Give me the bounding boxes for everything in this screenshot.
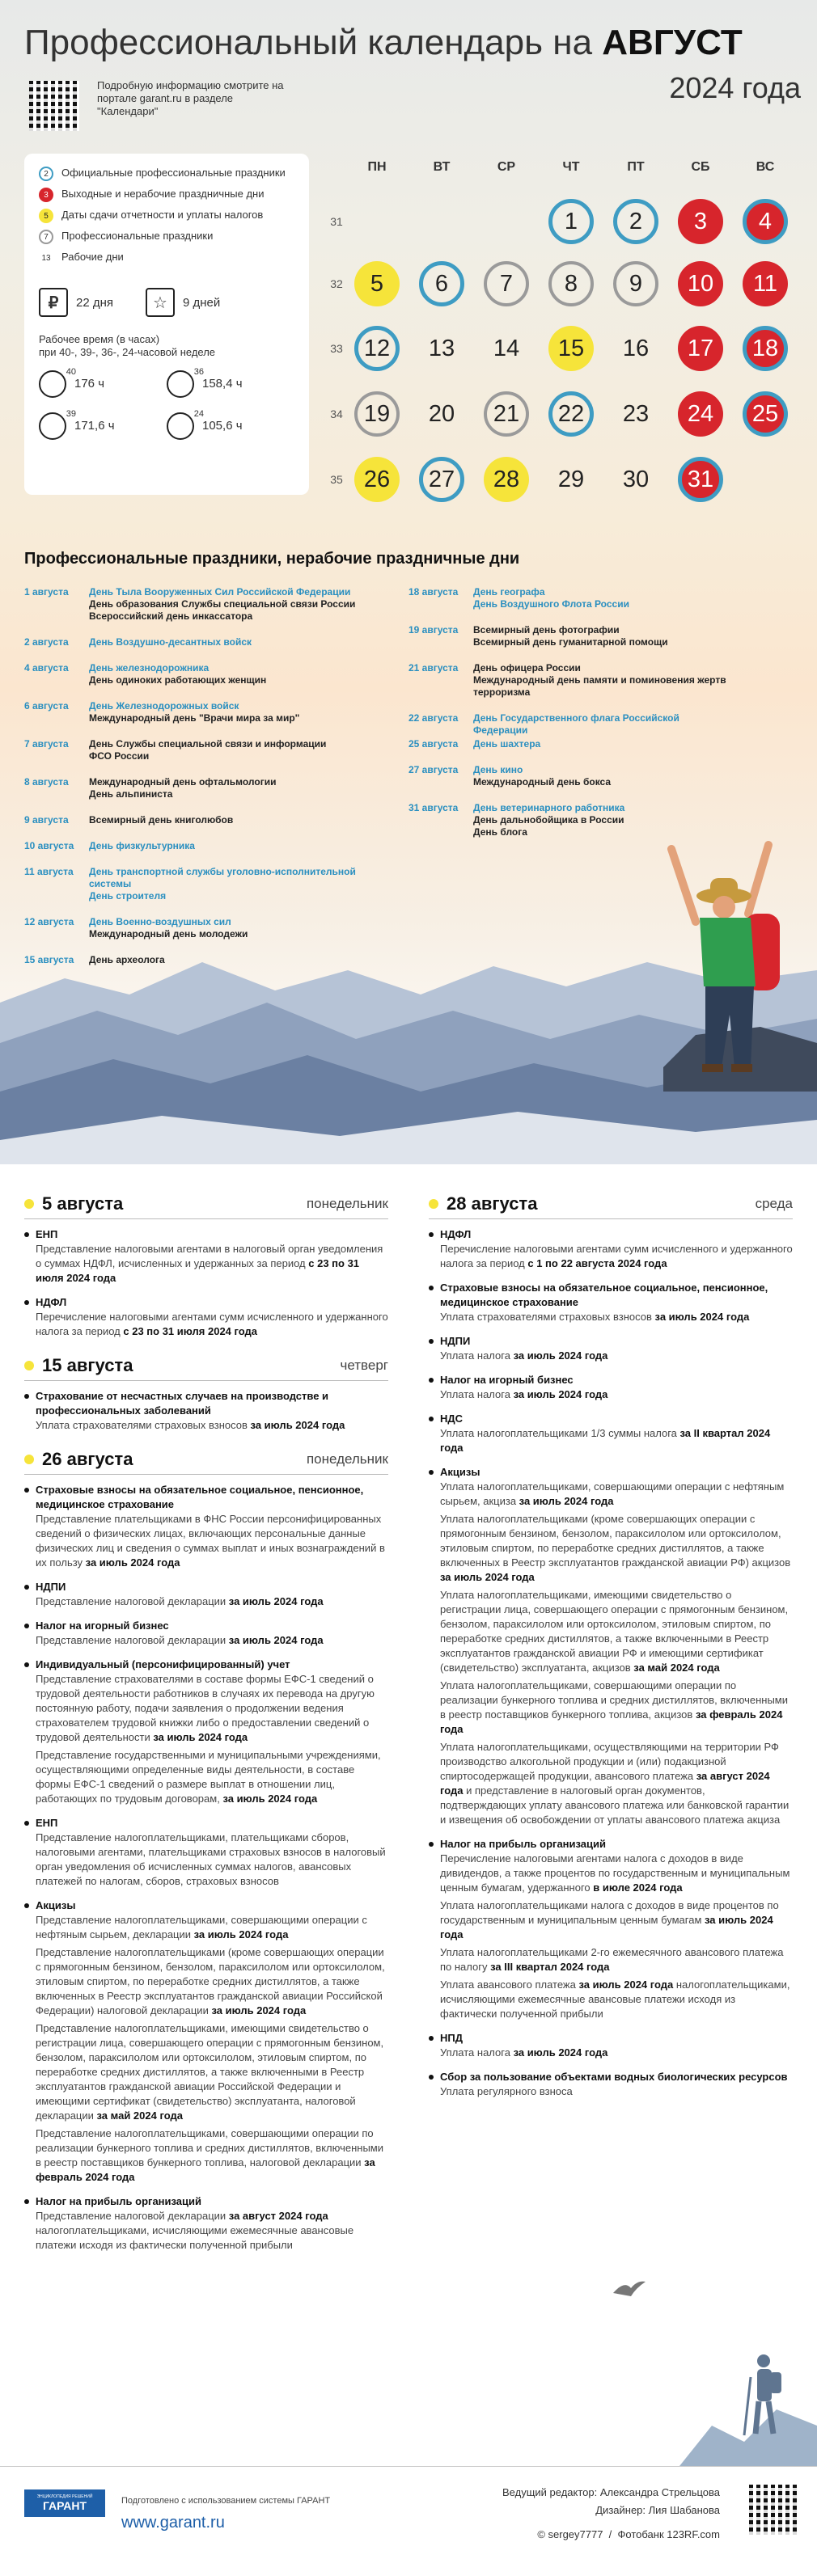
deadline-date: 26 августа: [42, 1448, 133, 1469]
deadline-weekday: понедельник: [306, 1451, 388, 1467]
holiday-name: День блога: [473, 826, 527, 838]
holiday-entry: [24, 662, 364, 686]
deadline-tax-name: Страховые взносы на обязательное социальное, пенсионное, медицинское страхование: [429, 1281, 793, 1310]
deadline-tax-name: Индивидуальный (персонифицированный) учет: [24, 1658, 388, 1672]
calendar-day[interactable]: 24: [678, 391, 723, 437]
date-dot-icon: [24, 1455, 34, 1464]
footer: [0, 2466, 817, 2576]
hours-value: 176 ч: [74, 377, 105, 391]
holiday-entry: [24, 814, 364, 826]
calendar-day[interactable]: 11: [743, 261, 788, 306]
legend-label: Даты сдачи отчетности и уплаты налогов: [61, 209, 264, 221]
footer-note: Подготовлено с использованием системы ГАРАНТ: [121, 2496, 331, 2506]
hours-item: [167, 409, 294, 440]
holiday-entry: [24, 866, 364, 902]
deadline-weekday: понедельник: [306, 1195, 388, 1211]
hours-grid: [39, 367, 294, 440]
deadline-tax-name: НДПИ: [24, 1580, 388, 1594]
legend-panel: [24, 154, 309, 495]
calendar-day[interactable]: 29: [557, 466, 585, 492]
holiday-date: 11 августа: [24, 866, 74, 877]
clock-icon: [167, 367, 204, 398]
deadline-description: Уплата страхователями страховых взносов за июль 2024 года: [36, 1419, 345, 1431]
holiday-name: ФСО России: [89, 750, 150, 762]
holiday-name: День Службы специальной связи и информации: [89, 738, 327, 750]
holiday-name: День физкультурника: [89, 840, 195, 851]
holiday-name: Всемирный день книголюбов: [89, 814, 234, 826]
clock-icon: [39, 367, 76, 398]
deadline-tax-name: ЕНП: [24, 1816, 388, 1831]
deadline-tax-name: Акцизы: [24, 1898, 388, 1913]
deadline-description: Представление налогоплательщиками, совершающими операции с нефтяным сырьем, декларации за июль 2024 года: [36, 1914, 367, 1940]
deadline-tax-name: НПД: [429, 2031, 793, 2046]
legend-marker: 7: [39, 230, 53, 244]
off-days: 9 дней: [183, 295, 221, 310]
weekday-3: ЧТ: [562, 160, 580, 174]
photo-credit: © sergey7777 / Фотобанк 123RF.com: [537, 2528, 720, 2540]
calendar-day[interactable]: 16: [622, 335, 650, 361]
holiday-entry: [408, 738, 732, 750]
holiday-name: День географа: [473, 586, 545, 598]
holiday-name: День Железнодорожных войск: [89, 700, 239, 712]
deadline-description: Представление налоговой декларации за август 2024 года налогоплательщиками, исчисляющими ежемесячные авансовые платежи исходя из фактически полученной прибыли: [36, 2210, 354, 2251]
week-number: 31: [330, 215, 343, 228]
holiday-text: [473, 738, 732, 750]
year-title: 2024 года: [669, 71, 801, 104]
deadline-tax-name: Налог на прибыль организаций: [24, 2194, 388, 2209]
deadline-tax-name: Налог на прибыль организаций: [429, 1837, 793, 1852]
calendar-day[interactable]: 10: [678, 261, 723, 306]
holiday-date: 22 августа: [408, 712, 459, 724]
holiday-date: 4 августа: [24, 662, 69, 674]
deadline-tax-name: Сбор за пользование объектами водных биологических ресурсов: [429, 2070, 793, 2084]
holiday-name: День альпиниста: [89, 788, 173, 800]
deadline-description: Представление налогоплательщиками (кроме совершающих операции с прямогонным бензином, бензолом, параксилолом или ортоксилолом, этиловым спиртом, по переработке средних дистиллятов, а также включенных в Реестр эксплуатантов гражданской авиации Российской Федерации) налоговой декларации за июль 2024 года: [36, 1946, 385, 2016]
hours-value: 105,6 ч: [202, 419, 243, 433]
weekday-6: ВС: [756, 160, 775, 174]
deadline-tax-name: Налог на игорный бизнес: [24, 1619, 388, 1633]
calendar-day[interactable]: 4: [743, 199, 788, 244]
deadline-description: Представление налогоплательщиками, плательщиками сборов, налоговыми агентами, плательщиками страховых взносов в налоговый орган уведомления об исчисленных суммах налогов, авансовых платежей по налогам, сборов, страховых взносов: [36, 1831, 386, 1887]
hours-subtitle: при 40-, 39-, 36-, 24-часовой неделе: [39, 346, 216, 358]
holiday-name: Международный день молодежи: [89, 928, 248, 940]
clock-icon: [167, 409, 204, 440]
deadline-description: Уплата налогоплательщиками, осуществляющими на территории РФ производство алкогольной продукции и (или) подакцизной спиртосодержащей продукции, авансового платежа за август 2024 года и представление в налоговый орган документов, подтверждающих уплату авансового платежа или банковской гарантии и извещения об освобождении от уплаты авансового платежа акциза: [440, 1741, 789, 1826]
deadline-description: Представление налоговыми агентами в налоговый орган уведомления о суммах НДФЛ, исчисленных и удержанных за период с 23 по 31 июля 2024 года: [36, 1243, 383, 1284]
holiday-entry: [408, 624, 732, 648]
deadline-description: Уплата налогоплательщиками 1/3 суммы налога за II квартал 2024 года: [440, 1427, 771, 1454]
bird-icon: [612, 2277, 647, 2301]
deadline-description: Перечисление налоговыми агентами сумм исчисленного и удержанного налога за период с 1 по 22 августа 2024 года: [440, 1243, 793, 1269]
working-days: 22 дня: [76, 295, 114, 310]
calendar-day[interactable]: 26: [354, 457, 400, 502]
star-calendar-icon: ☆: [146, 288, 175, 317]
deadline-group: [429, 1189, 793, 2099]
calendar-day[interactable]: 19: [354, 391, 400, 437]
deadline-date-header: [429, 1189, 793, 1219]
deadline-tax-name: ЕНП: [24, 1227, 388, 1242]
deadline-item: [24, 1580, 388, 1609]
hours-week: 39: [66, 409, 76, 419]
hours-week: 40: [66, 367, 76, 377]
calendar-day[interactable]: 15: [548, 326, 594, 371]
legend-item: [39, 251, 294, 265]
holiday-date: 18 августа: [408, 586, 459, 598]
legend-label: Профессиональные праздники: [61, 230, 214, 242]
holiday-entry: [24, 586, 364, 623]
calendar-day[interactable]: 27: [419, 457, 464, 502]
holiday-name: День офицера России: [473, 662, 581, 674]
hours-value: 158,4 ч: [202, 377, 243, 391]
calendar-day[interactable]: 17: [678, 326, 723, 371]
ruble-calendar-icon: ₽: [39, 288, 68, 317]
designer-credit: Дизайнер: Лия Шабанова: [595, 2504, 720, 2516]
legend-marker: 5: [39, 209, 53, 223]
deadline-item: [24, 1227, 388, 1286]
deadline-description: Уплата налогоплательщиками, совершающими операции по реализации бункерного топлива и средних дистиллятов, включенными в реестр поставщиков бункерного топлива, акцизов за февраль 2024 года: [440, 1679, 788, 1735]
holiday-name: День шахтера: [473, 738, 541, 750]
deadline-description: Уплата регулярного взноса: [440, 2085, 573, 2097]
days-summary: [39, 288, 294, 317]
holiday-text: [473, 662, 732, 699]
calendar-day[interactable]: 7: [484, 261, 529, 306]
holiday-date: 21 августа: [408, 662, 459, 674]
deadline-item: [24, 1619, 388, 1648]
deadline-item: [24, 1898, 388, 2185]
holiday-text: [473, 624, 732, 648]
deadline-description: Представление плательщиками в ФНС России персонифицированных сведений о физических лицах, включающих персональные данные физических лиц и сведения о суммах выплат и иных вознаграждений в их пользу за июль 2024 года: [36, 1513, 385, 1569]
holiday-text: [89, 840, 364, 852]
holiday-entry: [24, 840, 364, 852]
date-dot-icon: [24, 1361, 34, 1370]
deadline-item: [24, 1658, 388, 1806]
holiday-text: [89, 738, 364, 762]
holiday-date: 9 августа: [24, 814, 69, 826]
legend-marker: 13: [41, 253, 51, 263]
calendar-day[interactable]: 8: [548, 261, 594, 306]
deadline-description: Уплата налогоплательщиками, имеющими свидетельство о регистрации лица, совершающего операции с прямогонным бензином, бензолом, параксилолом или ортоксилолом, этиловым спиртом, по переработке средних дистиллятов, а также включенными в Реестр эксплуатантов гражданской авиации РФ и имеющими сертификат (свидетельство) эксплуатанта, акцизов за май 2024 года: [440, 1589, 789, 1674]
hiker-illustration: [647, 833, 809, 1083]
deadline-tax-name: Налог на игорный бизнес: [429, 1373, 793, 1387]
holiday-name: Всемирный день гуманитарной помощи: [473, 636, 668, 648]
calendar-day[interactable]: 9: [613, 261, 658, 306]
deadline-item: [24, 1295, 388, 1339]
holiday-date: 25 августа: [408, 738, 459, 750]
deadline-tax-name: НДФЛ: [429, 1227, 793, 1242]
weekday-4: ПТ: [627, 160, 645, 174]
deadline-weekday: среда: [755, 1195, 793, 1211]
deadline-date-header: [24, 1350, 388, 1381]
deadline-description: Представление государственными и муниципальными учреждениями, осуществляющими определенные виды деятельности, в составе формы ЕФС-1 сведений о размере выплат в отношении лиц, работающих по трудовым договорам, за июль 2024 года: [36, 1749, 381, 1805]
holiday-name: День строителя: [89, 890, 167, 902]
calendar-day[interactable]: 12: [354, 326, 400, 371]
holiday-name: День образования Службы специальной связи России: [89, 598, 356, 610]
deadline-item: [429, 1412, 793, 1455]
holiday-text: [473, 712, 732, 737]
calendar-day[interactable]: 30: [622, 466, 650, 492]
info-text: Подробную информацию смотрите на портале garant.ru в разделе "Календари": [97, 79, 284, 117]
holiday-name: День ветеринарного работника: [473, 802, 625, 813]
qr-code-footer[interactable]: [749, 2485, 799, 2535]
deadline-description: Уплата налога за июль 2024 года: [440, 1388, 608, 1400]
legend-label: Выходные и нерабочие праздничные дни: [61, 188, 265, 200]
holiday-name: День одиноких работающих женщин: [89, 674, 267, 686]
legend-label: Официальные профессиональные праздники: [61, 167, 286, 179]
deadline-group: [24, 1350, 388, 1433]
holiday-date: 6 августа: [24, 700, 69, 712]
calendar-day[interactable]: 2: [613, 199, 658, 244]
deadline-description: Уплата налогоплательщиками (кроме совершающих операции с прямогонным бензином, бензолом, параксилолом или ортоксилолом, этиловым спиртом, по переработке средних дистиллятов, а также включенных в Реестр эксплуатантов гражданской авиации РФ) акцизов за июль 2024 года: [440, 1513, 791, 1583]
holiday-text: [473, 586, 732, 610]
holiday-name: День дальнобойщика в России: [473, 814, 624, 826]
hours-week: 36: [193, 367, 204, 377]
deadline-description: Перечисление налоговыми агентами налога с доходов в виде дивидендов, а также процентов по государственным и муниципальным ценным бумагам, удержанного в июле 2024 года: [440, 1852, 790, 1894]
holiday-date: 27 августа: [408, 764, 459, 775]
deadline-description: Уплата авансового платежа за июль 2024 года налогоплательщиками, исчисляющими ежемесячные авансовые платежи исходя из фактически полученной прибыли: [440, 1978, 790, 2020]
holiday-date: 10 августа: [24, 840, 74, 851]
deadline-item: [429, 1334, 793, 1363]
hours-block: [39, 333, 294, 440]
holiday-name: Всемирный день фотографии: [473, 624, 620, 636]
holidays-title: Профессиональные праздники, нерабочие праздничные дни: [24, 550, 520, 568]
deadline-tax-name: Акцизы: [429, 1465, 793, 1480]
deadline-tax-name: НДФЛ: [24, 1295, 388, 1310]
calendar-day[interactable]: 13: [428, 335, 455, 361]
deadline-tax-name: Страхование от несчастных случаев на производстве и профессиональных заболеваний: [24, 1389, 388, 1418]
holiday-name: Международный день офтальмологии: [89, 776, 277, 788]
holiday-text: [89, 814, 364, 826]
hours-week: 24: [193, 409, 204, 419]
deadline-tax-name: НДПИ: [429, 1334, 793, 1349]
holiday-name: Международный день "Врачи мира за мир": [89, 712, 300, 724]
holiday-entry: [408, 662, 732, 699]
deadline-item: [429, 1465, 793, 1827]
date-dot-icon: [24, 1199, 34, 1209]
garant-logo[interactable]: ЭНЦИКЛОПЕДИЯ РЕШЕНИЙ ГАРАНТ: [24, 2489, 105, 2517]
calendar-day[interactable]: 1: [548, 199, 594, 244]
holiday-text: [89, 700, 364, 724]
weekday-2: СР: [497, 160, 516, 174]
deadline-description: Перечисление налоговыми агентами сумм исчисленного и удержанного налога за период с 23 по 31 июля 2024 года: [36, 1311, 388, 1337]
footer-site-link[interactable]: www.garant.ru: [121, 2514, 225, 2532]
hours-item: [39, 367, 167, 398]
deadline-item: [429, 1227, 793, 1271]
calendar-day[interactable]: 3: [678, 199, 723, 244]
deadline-description: Уплата налога за июль 2024 года: [440, 1349, 608, 1362]
deadline-item: [429, 2070, 793, 2099]
calendar-day[interactable]: 21: [484, 391, 529, 437]
hours-item: [39, 409, 167, 440]
calendar-day[interactable]: 23: [622, 400, 650, 427]
deadline-group: [24, 1189, 388, 1339]
deadline-date: 5 августа: [42, 1193, 124, 1214]
holiday-date: 19 августа: [408, 624, 459, 636]
calendar-day[interactable]: 14: [493, 335, 520, 361]
holiday-name: День Тыла Вооруженных Сил Российской Федерации: [89, 586, 351, 598]
deadline-date: 15 августа: [42, 1354, 133, 1375]
legend-marker: 2: [39, 167, 53, 181]
deadline-item: [24, 2194, 388, 2253]
holiday-entry: [24, 776, 364, 800]
calendar-day[interactable]: 28: [484, 457, 529, 502]
deadline-date-header: [24, 1444, 388, 1475]
deadline-description: Представление налоговой декларации за июль 2024 года: [36, 1634, 324, 1646]
legend-item: [39, 230, 294, 244]
hours-title: Рабочее время (в часах): [39, 333, 160, 345]
holiday-date: 12 августа: [24, 916, 74, 927]
holiday-text: [89, 776, 364, 800]
holiday-date: 1 августа: [24, 586, 69, 598]
page-title: Профессиональный календарь на АВГУСТ: [24, 23, 743, 62]
deadline-date-header: [24, 1189, 388, 1219]
calendar-day[interactable]: 18: [743, 326, 788, 371]
holiday-entry: [408, 712, 732, 737]
holiday-text: [89, 866, 364, 902]
clock-icon: [39, 409, 76, 440]
deadline-item: [429, 1373, 793, 1402]
weekday-0: ПН: [367, 160, 387, 174]
deadline-item: [24, 1816, 388, 1889]
holiday-date: 31 августа: [408, 802, 459, 813]
legend-marker: 3: [39, 188, 53, 202]
legend-item: [39, 188, 294, 202]
holiday-entry: [408, 764, 732, 788]
holiday-name: День Государственного флага Российской Федерации: [473, 712, 679, 736]
holiday-date: 15 августа: [24, 954, 74, 965]
holiday-name: День железнодорожника: [89, 662, 210, 674]
weekday-1: ВТ: [433, 160, 451, 174]
holiday-name: День транспортной службы уголовно-исполнительной системы: [89, 866, 356, 889]
deadline-description: Представление налоговой декларации за июль 2024 года: [36, 1595, 324, 1607]
deadline-description: Уплата налогоплательщиками налога с доходов в виде процентов по государственным и муниципальным ценным бумагам за июль 2024 года: [440, 1899, 779, 1940]
deadline-description: Представление страхователями в составе формы ЕФС-1 сведений о трудовой деятельности работников в случаях их перевода на другую постоянную работу, подачи заявления о продолжении ведения страхователем трудовой книжки либо о предоставлении сведений о трудовой деятельности за июль 2024 года: [36, 1673, 375, 1743]
holiday-entry: [24, 636, 364, 648]
deadline-description: Уплата страхователями страховых взносов за июль 2024 года: [440, 1311, 750, 1323]
deadline-description: Представление налогоплательщиками, совершающими операции по реализации бункерного топлива и средних дистиллятов, включенными в реестр поставщиков бункерного топлива, налоговой декларации за февраль 2024 года: [36, 2127, 383, 2183]
hours-item: [167, 367, 294, 398]
hours-value: 171,6 ч: [74, 419, 115, 433]
week-number: 34: [330, 408, 343, 420]
deadline-description: Уплата налога за июль 2024 года: [440, 2046, 608, 2059]
holiday-name: День кино: [473, 764, 523, 775]
date-dot-icon: [429, 1199, 438, 1209]
holiday-name: Международный день памяти и поминовения жертв терроризма: [473, 674, 726, 698]
holiday-text: [473, 764, 732, 788]
holiday-name: День Военно-воздушных сил: [89, 916, 231, 927]
deadline-tax-name: НДС: [429, 1412, 793, 1426]
calendar-day[interactable]: 22: [548, 391, 594, 437]
holiday-text: [89, 586, 364, 623]
holiday-date: 2 августа: [24, 636, 69, 648]
deadline-description: Уплата налогоплательщиками 2-го ежемесячного авансового платежа по налогу за III квартал 2024 года: [440, 1946, 784, 1973]
holiday-entry: [408, 586, 732, 610]
week-number: 33: [330, 342, 343, 355]
deadline-group: [24, 1444, 388, 2253]
calendar-day[interactable]: 31: [678, 457, 723, 502]
holiday-entry: [24, 738, 364, 762]
editor-credit: Ведущий редактор: Александра Стрельцова: [502, 2486, 720, 2498]
legend-item: [39, 209, 294, 223]
deadlines-right-column: [429, 1189, 793, 2110]
calendar-day[interactable]: 5: [354, 261, 400, 306]
holiday-name: Международный день бокса: [473, 776, 612, 788]
deadline-item: [429, 1281, 793, 1324]
deadline-date: 28 августа: [447, 1193, 538, 1214]
deadline-item: [24, 1389, 388, 1433]
legend-list: [39, 167, 294, 265]
holiday-text: [89, 636, 364, 648]
holiday-name: День Воздушного Флота России: [473, 598, 629, 610]
calendar-day[interactable]: 6: [419, 261, 464, 306]
deadline-weekday: четверг: [340, 1357, 388, 1373]
qr-code-top[interactable]: [29, 81, 79, 131]
week-number: 35: [330, 473, 343, 486]
deadline-description: Представление налогоплательщиками, имеющими свидетельство о регистрации лица, совершающего операции с прямогонным бензином, бензолом, параксилолом или ортоксилолом, этиловым спиртом, по переработке средних дистиллятов, а также включенными в Реестр эксплуатантов гражданской авиации Российской Федерации и имеющими сертификат (свидетельство) эксплуатанта, налоговой декларации за май 2024 года: [36, 2022, 384, 2122]
holiday-name: День Воздушно-десантных войск: [89, 636, 252, 648]
deadline-description: Уплата налогоплательщиками, совершающими операции с нефтяным сырьем, акциза за июль 2024 года: [440, 1480, 785, 1507]
deadline-item: [429, 1837, 793, 2021]
holiday-date: 7 августа: [24, 738, 69, 750]
deadline-tax-name: Страховые взносы на обязательное социальное, пенсионное, медицинское страхование: [24, 1483, 388, 1512]
deadline-item: [429, 2031, 793, 2060]
holiday-text: [89, 662, 364, 686]
hiker-silhouette-illustration: [679, 2329, 817, 2466]
legend-label: Рабочие дни: [61, 251, 124, 263]
calendar-day[interactable]: 20: [428, 400, 455, 427]
holiday-date: 8 августа: [24, 776, 69, 788]
calendar-day[interactable]: 25: [743, 391, 788, 437]
holiday-entry: [24, 700, 364, 724]
legend-item: [39, 167, 294, 181]
holiday-name: Всероссийский день инкассатора: [89, 610, 253, 622]
deadlines-left-column: [24, 1189, 388, 2264]
deadline-item: [24, 1483, 388, 1570]
weekday-5: СБ: [691, 160, 710, 174]
week-number: 32: [330, 277, 343, 290]
holiday-name: День археолога: [89, 954, 165, 965]
